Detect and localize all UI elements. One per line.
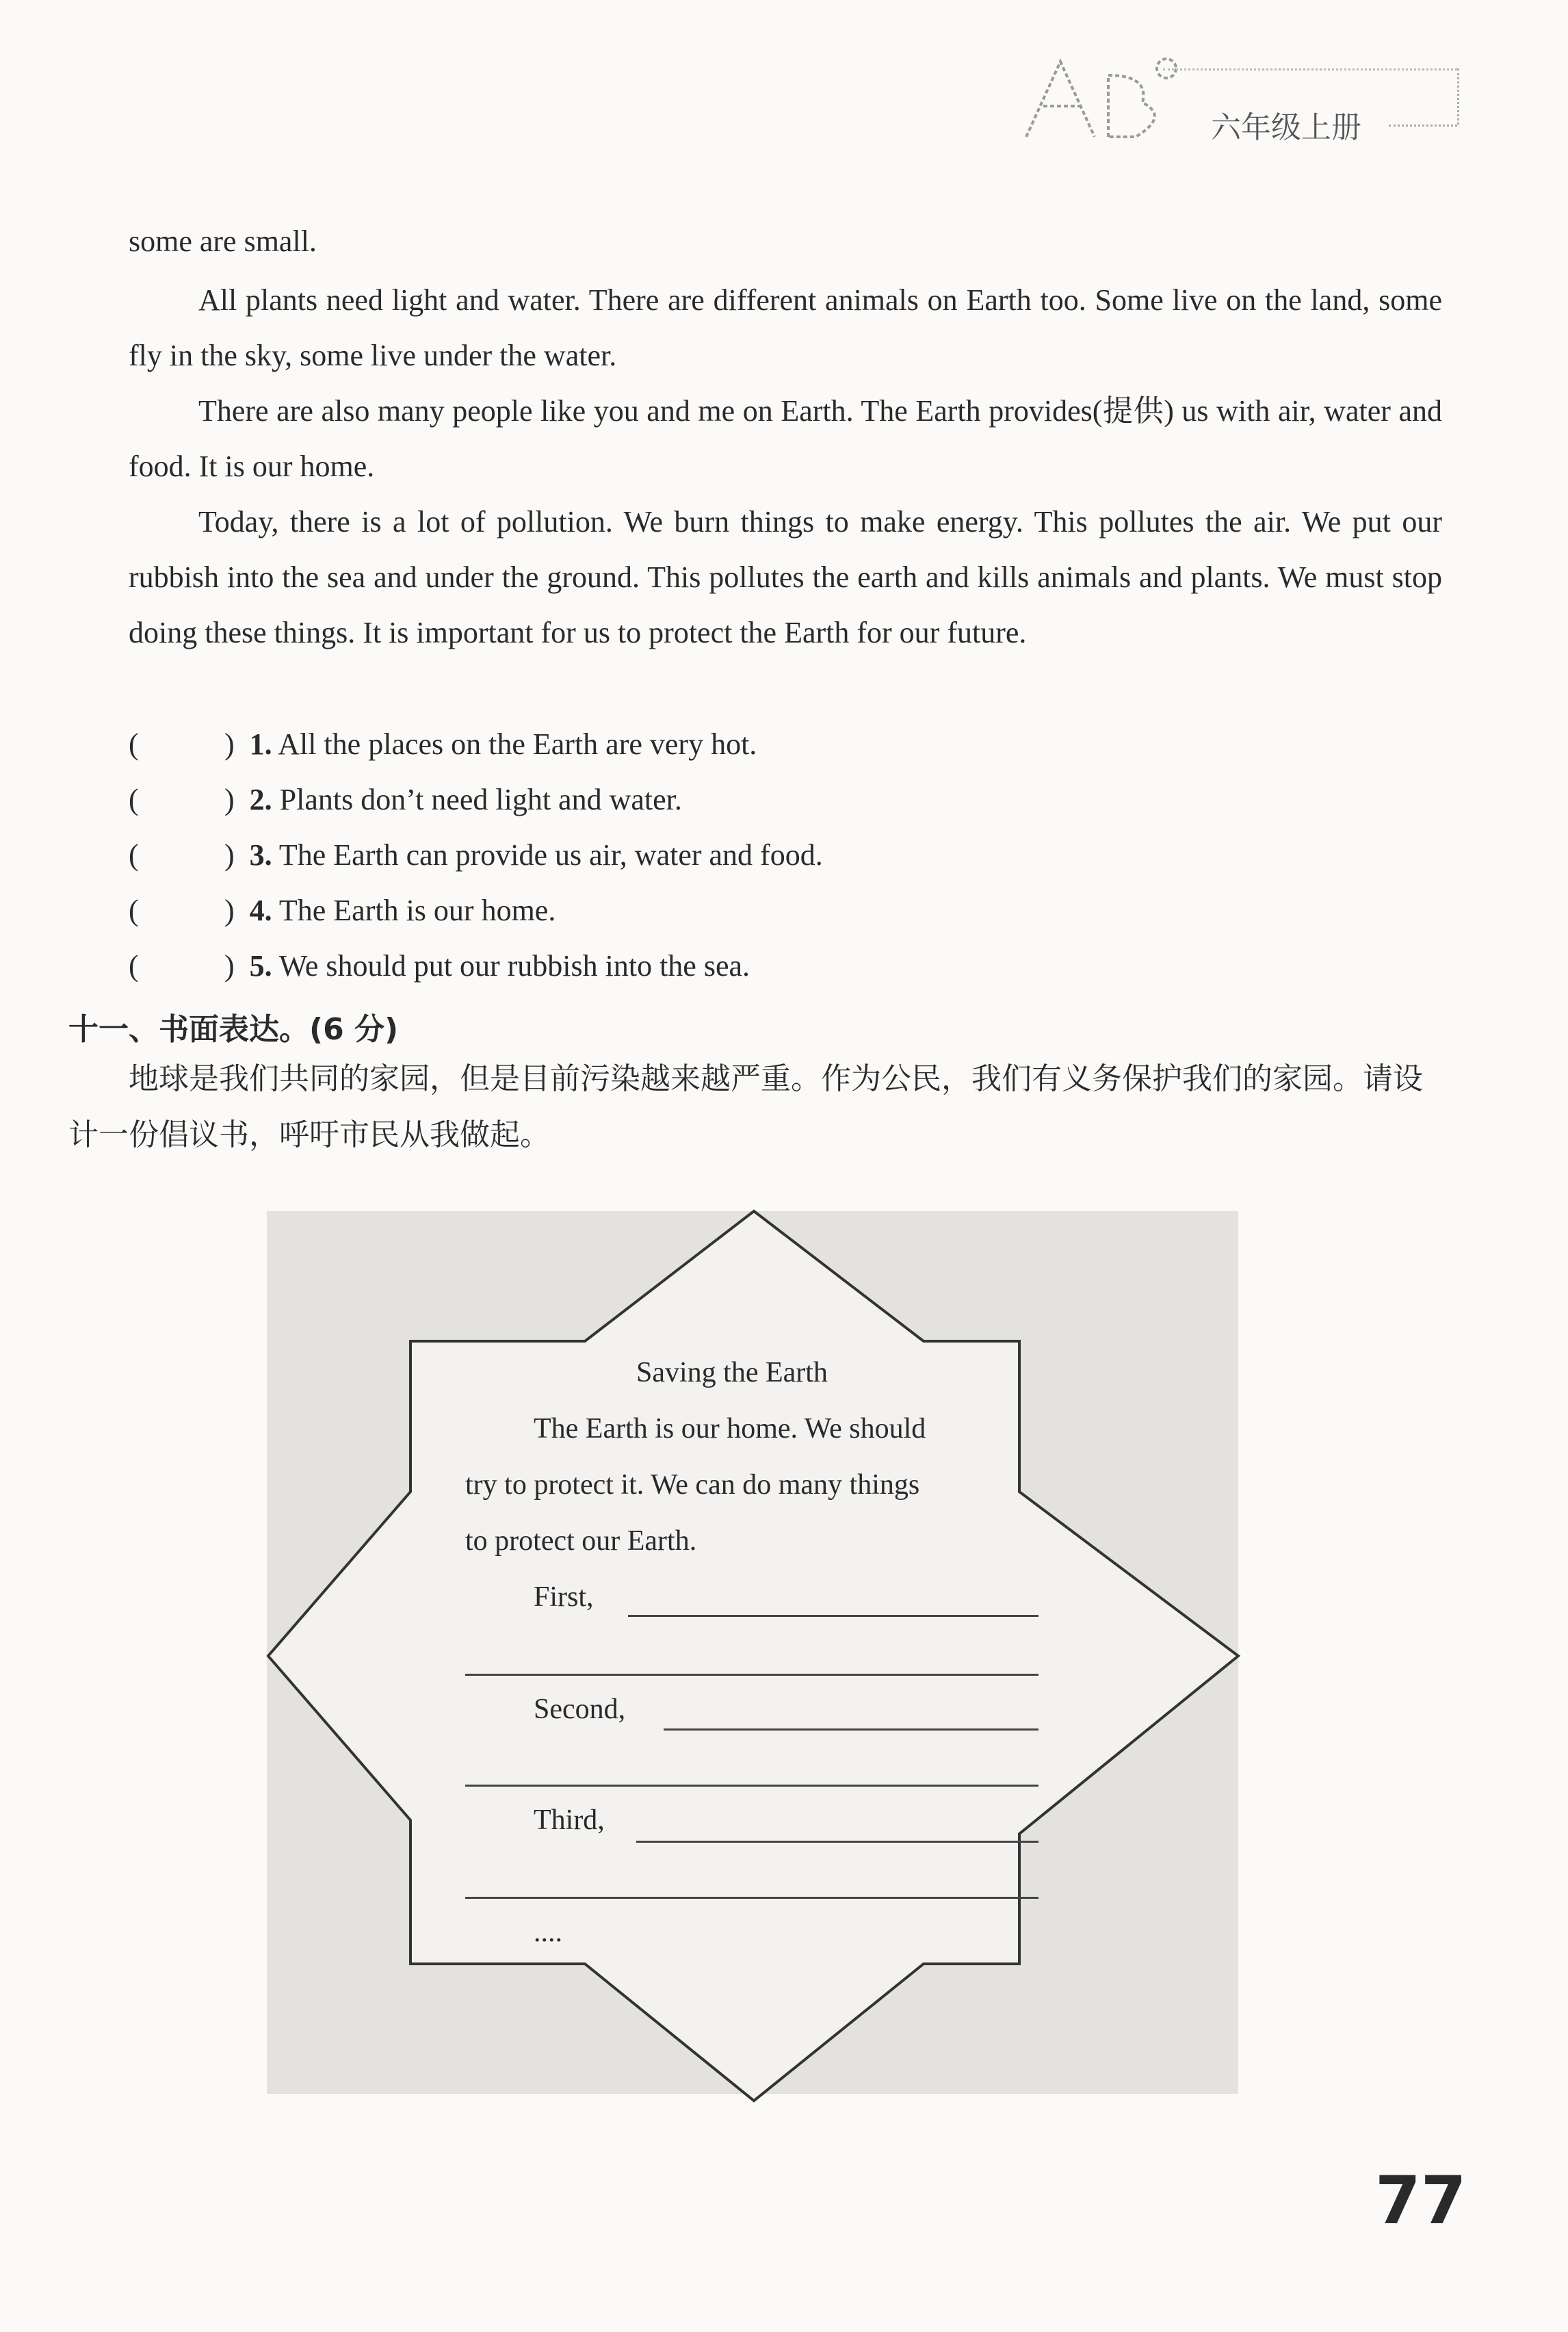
- book-logo-icon: [1012, 48, 1190, 151]
- question-row[interactable]: [129, 779, 682, 820]
- question-row[interactable]: [129, 724, 757, 765]
- star-outline: [268, 1211, 1238, 2101]
- section-instructions: 地球是我们共同的家园，但是目前污染越来越严重。作为公民，我们有义务保护我们的家园。请设计一份倡议书，呼吁市民从我做起。: [68, 1061, 1423, 1152]
- proposal-first-label: First,: [534, 1581, 594, 1613]
- question-number: 5.: [249, 949, 272, 983]
- header-dotted-rule: [1389, 125, 1457, 127]
- proposal-ellipsis: ....: [534, 1917, 562, 1948]
- answer-paren-close: ): [224, 783, 235, 816]
- answer-paren-open: (: [129, 727, 139, 761]
- passage-paragraph-3: Today, there is a lot of pollution. We burn things to make energy. This pollutes the air. We put our rubbish into the sea and under the ground. This pollutes the earth and kills animals and plants. We must stop doing these things. It is important for us to protect the Earth for our future.: [129, 505, 1442, 649]
- passage-paragraph-0: some are small.: [129, 224, 317, 258]
- section-title: 十一、书面表达。(6 分): [68, 1012, 399, 1047]
- question-number: 1.: [249, 727, 272, 761]
- passage-paragraph-2: There are also many people like you and me on Earth. The Earth provides(提供) us with air, water and food. It is our home.: [129, 394, 1442, 483]
- question-text: We should put our rubbish into the sea.: [278, 949, 750, 983]
- answer-line-second[interactable]: [664, 1728, 1038, 1731]
- answer-line[interactable]: [465, 1785, 1038, 1787]
- star-frame: [260, 1204, 1245, 2108]
- question-number: 4.: [249, 894, 272, 927]
- answer-paren-open: (: [129, 894, 139, 927]
- proposal-third-label: Third,: [534, 1804, 605, 1836]
- proposal-title: Saving the Earth: [636, 1357, 828, 1388]
- header-top-rule: [1163, 68, 1457, 70]
- question-text: The Earth can provide us air, water and food.: [278, 838, 823, 872]
- answer-line[interactable]: [465, 1674, 1038, 1676]
- question-row[interactable]: [129, 946, 750, 987]
- question-row[interactable]: [129, 835, 823, 876]
- answer-paren-open: (: [129, 838, 139, 872]
- answer-line-third[interactable]: [636, 1841, 1038, 1843]
- header-side-rule: [1457, 68, 1459, 125]
- proposal-line-2: try to protect it. We can do many things: [465, 1469, 920, 1501]
- proposal-second-label: Second,: [534, 1694, 626, 1725]
- question-text: The Earth is our home.: [278, 894, 556, 927]
- passage-paragraph-1: All plants need light and water. There are different animals on Earth too. Some live on the land, some fly in the sky, some live under the water.: [129, 283, 1442, 372]
- answer-paren-close: ): [224, 838, 235, 872]
- page-number: 77: [1375, 2162, 1467, 2239]
- answer-paren-open: (: [129, 783, 139, 816]
- answer-paren-close: ): [224, 949, 235, 983]
- answer-paren-close: ): [224, 727, 235, 761]
- question-row[interactable]: [129, 890, 556, 931]
- answer-line[interactable]: [465, 1897, 1038, 1899]
- answer-line-first[interactable]: [628, 1615, 1038, 1617]
- proposal-line-3: to protect our Earth.: [465, 1525, 697, 1557]
- answer-paren-close: ): [224, 894, 235, 927]
- answer-paren-open: (: [129, 949, 139, 983]
- question-text: Plants don’t need light and water.: [279, 783, 682, 816]
- question-number: 2.: [249, 783, 272, 816]
- question-number: 3.: [249, 838, 272, 872]
- proposal-line-1: The Earth is our home. We should: [534, 1413, 926, 1444]
- header-grade: 六年级上册: [1211, 110, 1361, 145]
- question-text: All the places on the Earth are very hot.: [278, 727, 757, 761]
